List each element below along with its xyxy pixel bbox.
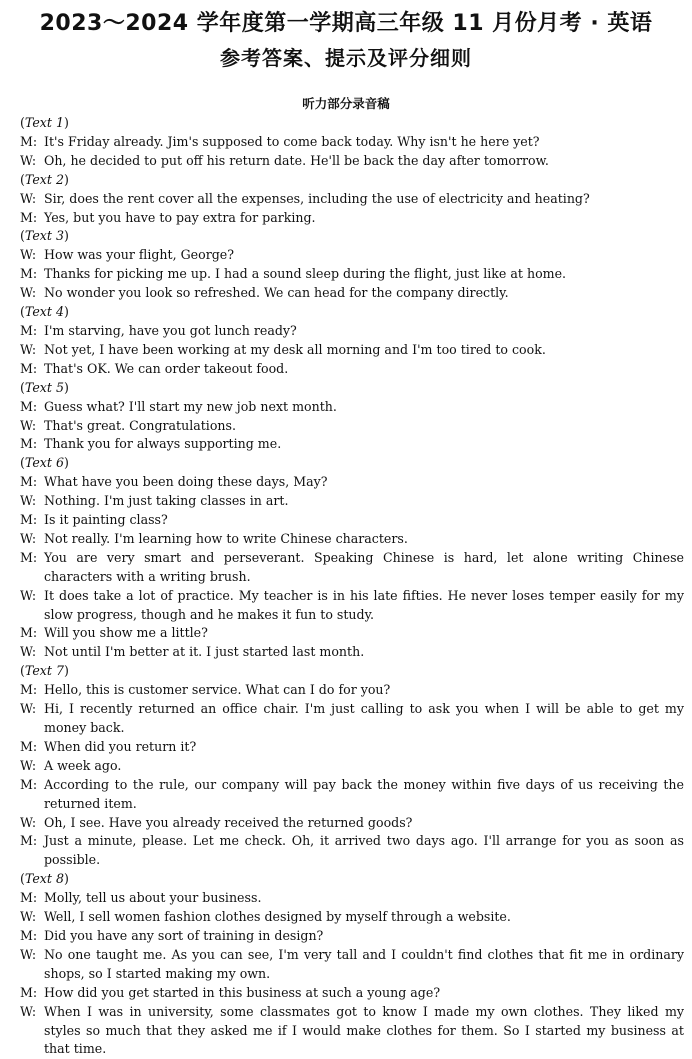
- speaker-label: W:: [20, 247, 37, 263]
- dialogue-line: [20, 587, 684, 625]
- speaker-label: M:: [20, 322, 38, 338]
- dialogue-line: [20, 681, 684, 700]
- dialogue-line: [20, 832, 684, 870]
- dialogue-text: When did you return it?: [44, 738, 197, 754]
- text-heading: (Text 7): [20, 663, 69, 679]
- dialogue-line: [20, 190, 684, 209]
- speaker-label: W:: [20, 644, 37, 660]
- dialogue-text: I'm starving, have you got lunch ready?: [44, 322, 297, 338]
- text-heading: (Text 5): [20, 379, 69, 395]
- speaker-label: M:: [20, 436, 38, 452]
- speaker-label: M:: [20, 360, 38, 376]
- dialogue-text: How was your flight, George?: [44, 247, 234, 263]
- dialogue-line: [20, 738, 684, 757]
- dialogue-text: That's great. Congratulations.: [44, 417, 236, 433]
- speaker-label: W:: [20, 417, 37, 433]
- dialogue-text: Thanks for picking me up. I had a sound sleep during the flight, just like at home.: [44, 266, 567, 282]
- speaker-label: M:: [20, 133, 38, 149]
- speaker-label: M:: [20, 890, 38, 906]
- speaker-label: M:: [20, 776, 38, 792]
- dialogue-line: [20, 946, 684, 984]
- document-subtitle: 参考答案、提示及评分细则: [220, 46, 472, 70]
- dialogue-text: What have you been doing these days, May?: [44, 474, 328, 490]
- dialogue-line: [20, 700, 684, 738]
- speaker-label: M:: [20, 266, 38, 282]
- dialogue-line: [20, 643, 684, 662]
- dialogue-text: Hello, this is customer service. What can I do for you?: [44, 682, 391, 698]
- dialogue-text: Nothing. I'm just taking classes in art.: [44, 493, 289, 509]
- text-heading: (Text 3): [20, 228, 69, 244]
- speaker-label: W:: [20, 190, 37, 206]
- speaker-label: W:: [20, 1003, 37, 1019]
- dialogue-text: No wonder you look so refreshed. We can head for the company directly.: [44, 285, 509, 301]
- speaker-label: W:: [20, 152, 37, 168]
- speaker-label: W:: [20, 909, 37, 925]
- text-heading: (Text 4): [20, 304, 69, 320]
- speaker-label: M:: [20, 927, 38, 943]
- dialogue-line: [20, 341, 684, 360]
- text-heading: (Text 8): [20, 871, 69, 887]
- dialogue-line: [20, 776, 684, 814]
- speaker-label: M:: [20, 738, 38, 754]
- dialogue-line: [20, 265, 684, 284]
- text-heading: (Text 6): [20, 455, 69, 471]
- dialogue-text: No one taught me. As you can see, I'm very tall and I couldn't find clothes that fit me in ordinary shops, so I started making my own.: [44, 946, 684, 981]
- dialogue-text: You are very smart and perseverant. Speaking Chinese is hard, let alone writing Chinese characters with a writing brush.: [44, 549, 684, 584]
- dialogue-text: Just a minute, please. Let me check. Oh, it arrived two days ago. I'll arrange for you as soon as possible.: [44, 833, 684, 868]
- dialogue-line: [20, 133, 684, 152]
- speaker-label: M:: [20, 512, 38, 528]
- speaker-label: W:: [20, 341, 37, 357]
- dialogue-text: How did you get started in this business at such a young age?: [44, 984, 441, 1000]
- speaker-label: W:: [20, 285, 37, 301]
- dialogue-line: [20, 417, 684, 436]
- speaker-label: M:: [20, 682, 38, 698]
- dialogue-line: [20, 360, 684, 379]
- dialogue-line: [20, 530, 684, 549]
- dialogue-line: [20, 246, 684, 265]
- dialogue-line: [20, 435, 684, 454]
- speaker-label: M:: [20, 625, 38, 641]
- dialogue-line: [20, 624, 684, 643]
- dialogue-text: Oh, he decided to put off his return date. He'll be back the day after tomorrow.: [44, 152, 549, 168]
- document-title: 2023～2024 学年度第一学期高三年级 11 月份月考 · 英语: [39, 11, 653, 36]
- dialogue-line: [20, 927, 684, 946]
- dialogue-text: Thank you for always supporting me.: [44, 436, 282, 452]
- dialogue-text: Well, I sell women fashion clothes designed by myself through a website.: [44, 909, 511, 925]
- dialogue-text: Not really. I'm learning how to write Chinese characters.: [44, 530, 408, 546]
- dialogue-line: [20, 814, 684, 833]
- dialogue-line: [20, 908, 684, 927]
- dialogue-line: [20, 322, 684, 341]
- dialogue-text: Molly, tell us about your business.: [44, 890, 262, 906]
- speaker-label: W:: [20, 493, 37, 509]
- speaker-label: W:: [20, 701, 37, 717]
- speaker-label: M:: [20, 474, 38, 490]
- dialogue-line: [20, 398, 684, 417]
- section-title: 听力部分录音稿: [302, 96, 390, 111]
- dialogue-text: Hi, I recently returned an office chair. I'm just calling to ask you when I will be able to get my money back.: [44, 701, 684, 735]
- dialogue-line: [20, 1003, 684, 1059]
- dialogue-line: [20, 549, 684, 587]
- dialogue-line: [20, 511, 684, 530]
- speaker-label: M:: [20, 398, 38, 414]
- dialogue-line: [20, 757, 684, 776]
- speaker-label: M:: [20, 209, 38, 225]
- dialogue-text: It's Friday already. Jim's supposed to come back today. Why isn't he here yet?: [44, 133, 540, 149]
- dialogue-text: Yes, but you have to pay extra for parking.: [44, 209, 316, 225]
- dialogue-text: That's OK. We can order takeout food.: [44, 360, 289, 376]
- dialogue-line: [20, 284, 684, 303]
- dialogue-line: [20, 473, 684, 492]
- speaker-label: W:: [20, 946, 37, 962]
- dialogue-text: According to the rule, our company will pay back the money within five days of us receiving the returned item.: [44, 776, 684, 811]
- dialogue-text: Sir, does the rent cover all the expenses, including the use of electricity and heating?: [44, 190, 590, 206]
- dialogue-line: [20, 492, 684, 511]
- dialogue-line: [20, 209, 684, 228]
- speaker-label: W:: [20, 587, 37, 603]
- speaker-label: M:: [20, 549, 38, 565]
- speaker-label: M:: [20, 833, 38, 849]
- speaker-label: W:: [20, 530, 37, 546]
- dialogue-text: It does take a lot of practice. My teacher is in his late fifties. He never loses temper easily for my slow progress, though and he makes it fun to study.: [44, 587, 684, 622]
- dialogue-text: A week ago.: [44, 757, 122, 773]
- dialogue-line: [20, 984, 684, 1003]
- dialogue-text: Not until I'm better at it. I just started last month.: [44, 644, 365, 660]
- dialogue-text: Guess what? I'll start my new job next month.: [44, 398, 337, 414]
- dialogue-text: Not yet, I have been working at my desk all morning and I'm too tired to cook.: [44, 341, 546, 357]
- text-heading: (Text 1): [20, 115, 69, 130]
- speaker-label: M:: [20, 984, 38, 1000]
- speaker-label: W:: [20, 814, 37, 830]
- speaker-label: W:: [20, 757, 37, 773]
- transcript: [20, 114, 684, 1059]
- dialogue-line: [20, 152, 684, 171]
- dialogue-text: Oh, I see. Have you already received the returned goods?: [44, 814, 413, 830]
- text-heading: (Text 2): [20, 171, 69, 187]
- dialogue-line: [20, 889, 684, 908]
- dialogue-text: Is it painting class?: [44, 512, 168, 528]
- dialogue-text: When I was in university, some classmates got to know I made my own clothes. They liked my styles so much that they asked me if I would make clothes for them. So I started my business at that time.: [44, 1003, 684, 1057]
- dialogue-text: Did you have any sort of training in design?: [44, 927, 324, 943]
- dialogue-text: Will you show me a little?: [44, 625, 208, 641]
